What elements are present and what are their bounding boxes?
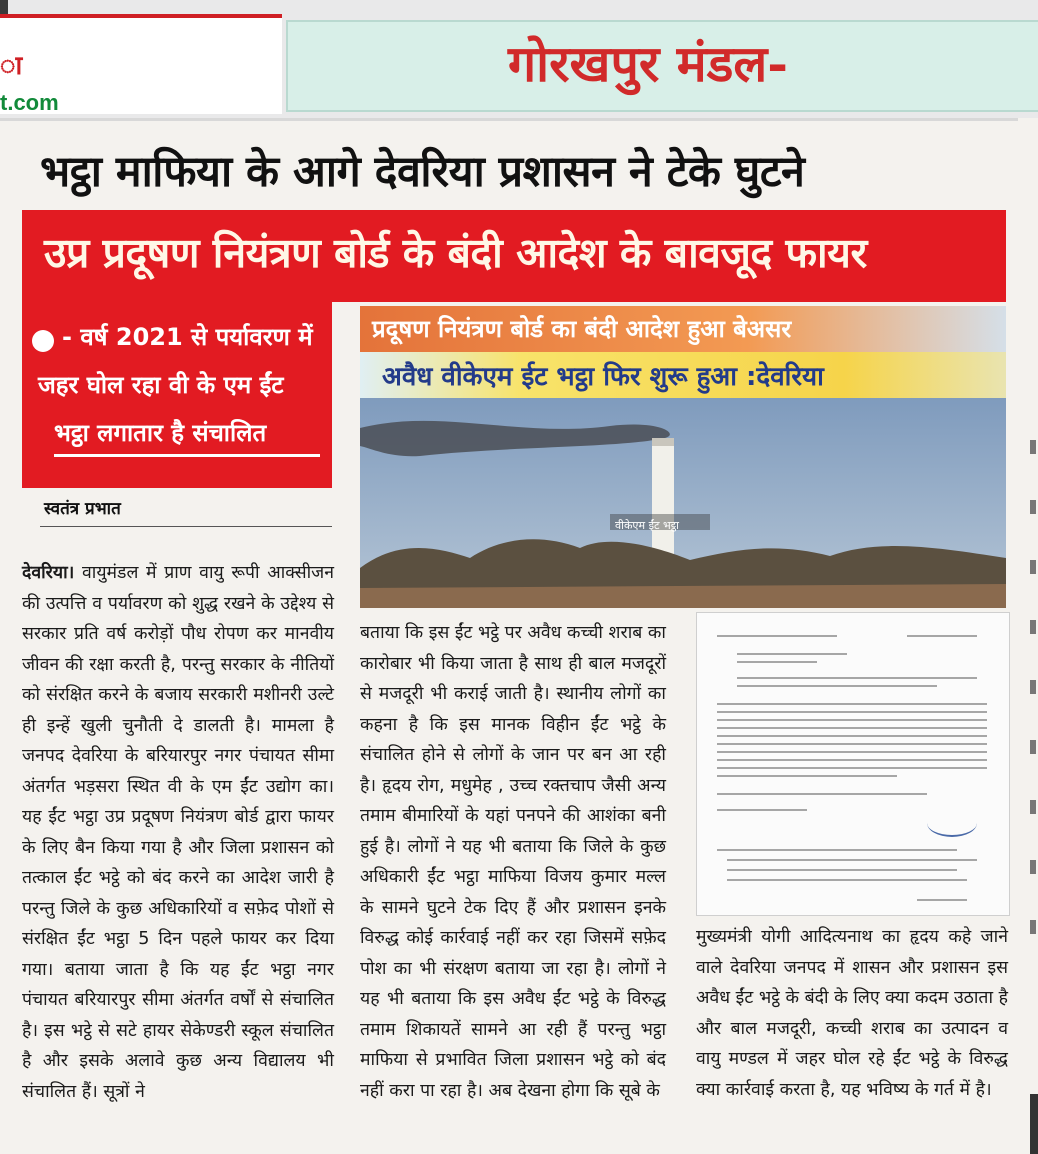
logo [0,14,282,114]
logo-text: ा [0,51,23,81]
highlight-underline [54,454,320,457]
photo-caption-1 [360,306,1006,352]
page-gutter [1030,1094,1038,1154]
logo-url: t.com [0,90,59,115]
article-column-3 [696,922,1008,1105]
highlight-line-3: भट्ठा लगातार है संचालित [54,419,267,447]
headline: भट्ठा माफिया के आगे देवरिया प्रशासन ने टेके घुटने [40,147,805,197]
article-column-1 [22,558,334,1107]
news-photo [360,306,1006,608]
order-letter-image [696,612,1010,916]
photo-caption-1-text: प्रदूषण नियंत्रण बोर्ड का बंदी आदेश हुआ बेअसर [372,315,792,343]
region-banner [286,20,1038,112]
article-text-1: वायुमंडल में प्राण वायु रूपी आक्सीजन की उत्पत्ति व पर्यावरण को शुद्ध रखने के उद्देश्य से सरकार प्रति वर्ष करोड़ों पौध रोपण कर मानवीय जीवन की रक्षा करती है, परन्तु सरकार के नीतियों को संरक्षित करने के बजाय सरकारी मशीनरी उल्टे ही इन्हें खुली चुनौती दे डालती है। मामला है जनपद देवरिया के बरियारपुर नगर पंचायत सीमा अंतर्गत भड़सरा स्थित वी के एम ईंट उद्योग का। यह ईंट भट्ठा उप्र प्रदूषण नियंत्रण बोर्ड द्वारा फायर के लिए बैन किया गया है और जिला प्रशासन को तत्काल ईंट भट्ठे को बंद करने का आदेश जारी है परन्तु जिले के कुछ अधिकारियों व सफ़ेद पोशों से संरक्षित ईंट भट्ठा 5 दिन पहले फायर कर दिया गया। बताया जाता है कि यह ईंट भट्ठा नगर पंचायत बरियारपुर सीमा अंतर्गत वर्षों से संचालित है। इस भट्ठे से सटे हायर सेकेण्डरी स्कूल संचालित है और इसके अलावे कुछ अन्य विद्यालय भी संचालित हैं। सूत्रों ने [22,563,334,1102]
region-title: गोरखपुर मंडल- [508,34,789,93]
article-text-3: मुख्यमंत्री योगी आदित्यनाथ का हृदय कहे जाने वाले देवरिया जनपद में शासन और प्रशासन इस अवैध ईंट भट्ठे के बंदी के लिए क्या कदम उठाता है और बाल मजदूरी, कच्ची शराब का उत्पादन व वायु मण्डल में जहर घोल रहे ईंट भट्ठे के विरुद्ध क्या कार्रवाई करता है, यह भविष्य के गर्त में है। [696,927,1008,1100]
kiln-scene [360,398,1006,608]
ground [360,584,1006,608]
dateline: देवरिया। [22,563,75,583]
subheadline: उप्र प्रदूषण नियंत्रण बोर्ड के बंदी आदेश के बावजूद फायर [44,229,867,277]
article-text-2: बताया कि इस ईंट भट्ठे पर अवैध कच्ची शराब का कारोबार भी किया जाता है साथ ही बाल मजदूरों से मजदूरी भी कराई जाती है। स्थानीय लोगों का कहना है कि इस मानक विहीन ईंट भट्ठे के संचालित होने से लोगों के जान पर बन आ रही है। हृदय रोग, मधुमेह , उच्च रक्तचाप जैसी अन्य तमाम बीमारियों के यहां पनपने की आशंका बनी हुई है। लोगों ने यह भी बताया कि जिले के कुछ अधिकारी ईंट भट्ठा माफिया विजय कुमार मल्ल के सामने घुटने टेक दिए हैं और प्रशासन इनके विरुद्ध कोई कार्रवाई नहीं कर रहा जिसमें सफ़ेद पोश का भी संरक्षण बताया जा रहा है। लोगों ने यह भी बताया कि इस अवैध ईंट भट्ठे के विरुद्ध तमाम शिकायतें सामने आ रही हैं परन्तु भट्ठा माफिया से प्रभावित जिला प्रशासन भट्ठे को बंद नहीं करा पा रहा है। अब देखना होगा कि सूबे के [360,623,666,1101]
chimney-label: वीकेएम ईंट भट्ठा [615,519,679,532]
byline: स्वतंत्र प्रभात [44,499,121,519]
highlight-line-1: - वर्ष 2021 से पर्यावरण में [62,323,313,351]
bullet-icon [32,330,54,352]
photo-caption-2-text: अवैध वीकेएम ईट भट्ठा फिर शुरू हुआ :देवरिया [382,362,824,392]
photo-caption-2 [360,352,1006,398]
adjacent-page-edge [1018,118,1038,1154]
highlight-box [22,302,332,488]
masthead [0,0,1038,121]
article-column-2 [360,618,666,1106]
highlight-line-2: जहर घोल रहा वी के एम ईंट [38,371,284,399]
byline-divider [40,526,332,527]
signature-mark [927,809,977,837]
subheadline-bar [22,210,1006,302]
